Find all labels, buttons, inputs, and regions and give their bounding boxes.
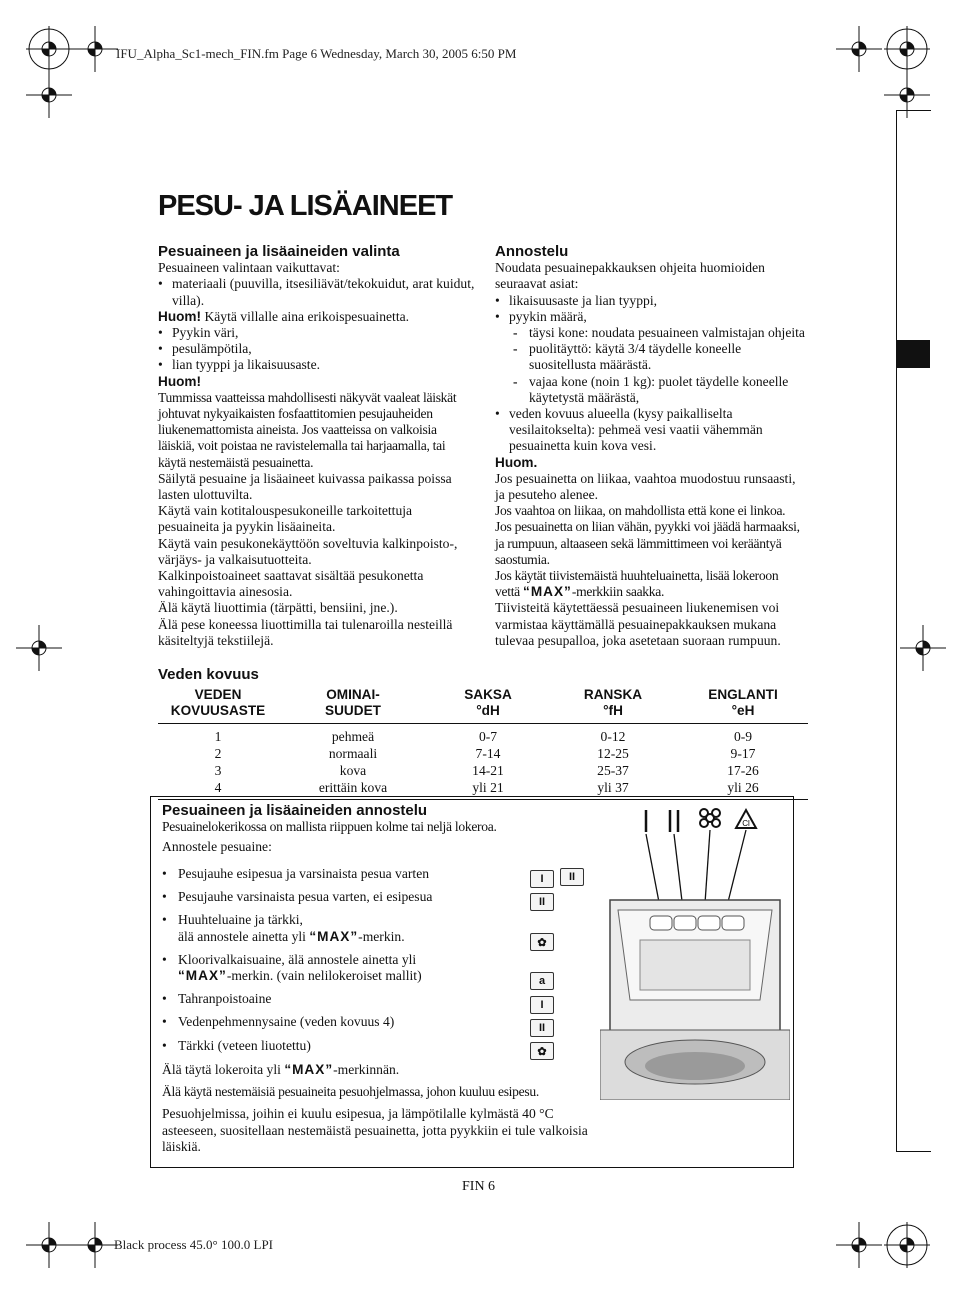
column-header: SAKSA °dH: [428, 687, 548, 724]
dosing-notes: [162, 1062, 782, 1155]
paragraph: Älä täytä lokeroita yli “MAX”-merkinnän.: [162, 1062, 400, 1077]
print-header: IFU_Alpha_Sc1-mech_FIN.fm Page 6 Wednesday, March 30, 2005 6:50 PM: [116, 46, 517, 61]
paragraph: Noudata pesuainepakkauksen ohjeita huomioiden seuraavat asiat:: [495, 260, 765, 292]
dosing-text: [162, 803, 602, 856]
paragraph: Tummissa vaatteissa mahdollisesti näkyvät vaaleat läiskät johtuvat nykyaikaisten fosfaattitomien pesujauheiden liukenemattomista aineista. Jos vaatteissa on valkoisia läiskiä, voit poistaa ne ravistelemalla tai harjaamalla, tai käytä nestemäistä pesuainetta.: [158, 389, 457, 470]
paragraph: Älä käytä nestemäisiä pesuaineita pesuohjelmassa, johon kuuluu esipesu.: [162, 1084, 539, 1100]
print-footer: Black process 45.0° 100.0 LPI: [114, 1237, 274, 1252]
sub-list-item: - puolitäyttö: käytä 3/4 täydelle koneelle suositellusta määrästä.: [495, 341, 805, 373]
compartment-mainwash-icon: II: [530, 893, 554, 911]
table-row: 2 normaali 7-14 12-25 9-17: [214, 746, 756, 761]
list-item: • Tärkki (veteen liuotettu): [162, 1038, 582, 1054]
paragraph: Jos pesuainetta on liikaa, vaahtoa muodostuu runsaasti, ja pesuteho alenee.: [495, 470, 796, 503]
registration-mark-icon: [884, 26, 930, 72]
list-item: • Tahranpoistoaine: [162, 991, 582, 1007]
table-row: 1 pehmeä 0-7 0-12 0-9: [214, 729, 753, 744]
page-title: PESU- JA LISÄAINEET: [158, 190, 453, 222]
compartment-softener-icon: ✿: [530, 1042, 554, 1060]
paragraph: Käytä vain kotitalouspesukoneille tarkoitettuja pesuaineita ja pyykin lisäaineita.: [158, 503, 413, 535]
registration-mark-icon: [26, 26, 72, 72]
page-tab-marker: [896, 340, 930, 368]
column-header: OMINAI- SUUDET: [278, 687, 428, 724]
water-hardness-table: [158, 687, 808, 800]
section-heading: Pesuaineen ja lisäaineiden annostelu: [162, 802, 428, 819]
page-number: FIN 6: [462, 1179, 496, 1194]
registration-mark-icon: [26, 1222, 72, 1268]
registration-mark-icon: [26, 72, 72, 118]
table-row: 3 kova 14-21 25-37 17-26: [214, 763, 759, 778]
sub-list-item: - täysi kone: noudata pesuaineen valmistajan ohjeita: [495, 325, 805, 341]
paragraph: Säilytä pesuaine ja lisäaineet kuivassa paikassa poissa lasten ulottuvilta.: [158, 470, 452, 503]
list-item: • materiaali (puuvilla, itsesiliävät/tekokuidut, arat kuidut, villa).: [158, 276, 476, 308]
list-item: • Pyykin väri,: [158, 325, 476, 341]
paragraph: Älä käytä liuottimia (tärpätti, bensiini, jne.).: [158, 600, 398, 616]
left-column: [158, 244, 476, 649]
compartment-prewash-icon: I: [530, 996, 554, 1014]
registration-mark-icon: [72, 26, 118, 72]
section-heading: Veden kovuus: [158, 666, 259, 683]
compartment-softener-icon: ✿: [530, 933, 554, 951]
paragraph: Pesuainelokerikossa on mallista riippuen kolme tai neljä lokeroa.: [162, 819, 497, 835]
list-item: • Pesujauhe varsinaista pesua varten, ei esipesua: [162, 889, 582, 905]
registration-mark-icon: [836, 26, 882, 72]
column-header: VEDEN KOVUUSASTE: [158, 687, 278, 724]
compartment-bleach-icon: a: [530, 972, 554, 990]
registration-mark-icon: [884, 1222, 930, 1268]
paragraph: Pesuaineen valintaan vaikuttavat:: [158, 260, 340, 276]
column-header: ENGLANTI °eH: [678, 687, 808, 724]
note: Huom! Käytä villalle aina erikoispesuainetta.: [158, 308, 410, 324]
sub-list-item: - vajaa kone (noin 1 kg): puolet täydelle koneelle käytetystä määrästä,: [495, 374, 805, 406]
list-item: • likaisuusaste ja lian tyyppi,: [495, 293, 805, 309]
table-row: 4 erittäin kova yli 21 yli 37 yli 26: [158, 779, 808, 800]
column-header: RANSKA °fH: [548, 687, 678, 724]
list-item: • Pesujauhe esipesua ja varsinaista pesua varten: [162, 866, 582, 882]
washing-machine-dispenser-illustration: [600, 800, 790, 1100]
list-item: • Kloorivalkaisuaine, älä annostele ainetta yli “MAX”-merkin. (vain nelilokeroiset mallit): [162, 952, 582, 984]
section-heading: Pesuaineen ja lisäaineiden valinta: [158, 243, 400, 260]
list-item: • pyykin määrä,: [495, 309, 805, 325]
compartment-prewash-icon: I: [530, 870, 554, 888]
registration-mark-icon: [72, 1222, 118, 1268]
paragraph: Jos vaahtoa on liikaa, on mahdollista että kone ei linkoa.: [495, 503, 786, 519]
paragraph: Käytä vain pesukonekäyttöön soveltuvia kalkinpoisto-, värjäys- ja valkaisutuotteita.: [158, 535, 458, 567]
compartment-mainwash-icon: II: [560, 868, 584, 886]
dosing-list: [162, 866, 582, 1054]
section-heading: Annostelu: [495, 243, 569, 260]
paragraph: Älä pese koneessa liuottimilla tai tulenaroilla nesteillä käsiteltyjä tekstiilejä.: [158, 616, 453, 648]
paragraph: Tiivisteitä käytettäessä pesuaineen liukenemisen voi varmistaa käyttämällä pesuainepakkauksen mukana tulevaa pesupalloa, joka asetetaan suoraan rumpuun.: [495, 600, 781, 648]
registration-mark-icon: [16, 625, 62, 671]
list-item: • Huuhteluaine ja tärkki, älä annostele ainetta yli “MAX”-merkin.: [162, 912, 582, 944]
note-label: Huom!: [158, 373, 202, 389]
note-label: Huom.: [495, 454, 538, 470]
page-side-tab-frame: [896, 110, 931, 1152]
paragraph: Jos käytät tiivistemäistä huuhteluainetta, lisää lokeroon vettä “MAX”-merkkiin saakka.: [495, 568, 779, 600]
paragraph: Jos pesuainetta on liian vähän, pyykki voi jäädä harmaaksi, ja rumpuun, altaaseen sekä lämmittimeen voi kerääntyä saostumia.: [495, 519, 800, 567]
svg-text:Cl: Cl: [742, 819, 750, 828]
list-item: • lian tyyppi ja likaisuusaste.: [158, 357, 476, 373]
compartment-mainwash-icon: II: [530, 1019, 554, 1037]
paragraph: Annostele pesuaine:: [162, 839, 272, 855]
paragraph: Pesuohjelmissa, joihin ei kuulu esipesua, ja lämpötilalle kylmästä 40 °C asteeseen, suositellaan nestemäistä pesuainetta, jotta pyykkiin ei tule valkoisia läiskiä.: [162, 1106, 588, 1154]
right-column: [495, 244, 805, 649]
registration-mark-icon: [836, 1222, 882, 1268]
table-header-row: [158, 687, 808, 724]
paragraph: Kalkinpoistoaineet saattavat sisältää pesukonetta vahingoittavia ainesosia.: [158, 568, 424, 600]
list-item: • veden kovuus alueella (kysy paikalliselta vesilaitokselta): pehmeä vesi vaatii vähemmän pesuainetta kuin kova vesi.: [495, 406, 805, 455]
list-item: • pesulämpötila,: [158, 341, 476, 357]
list-item: • Vedenpehmennysaine (veden kovuus 4): [162, 1014, 582, 1030]
